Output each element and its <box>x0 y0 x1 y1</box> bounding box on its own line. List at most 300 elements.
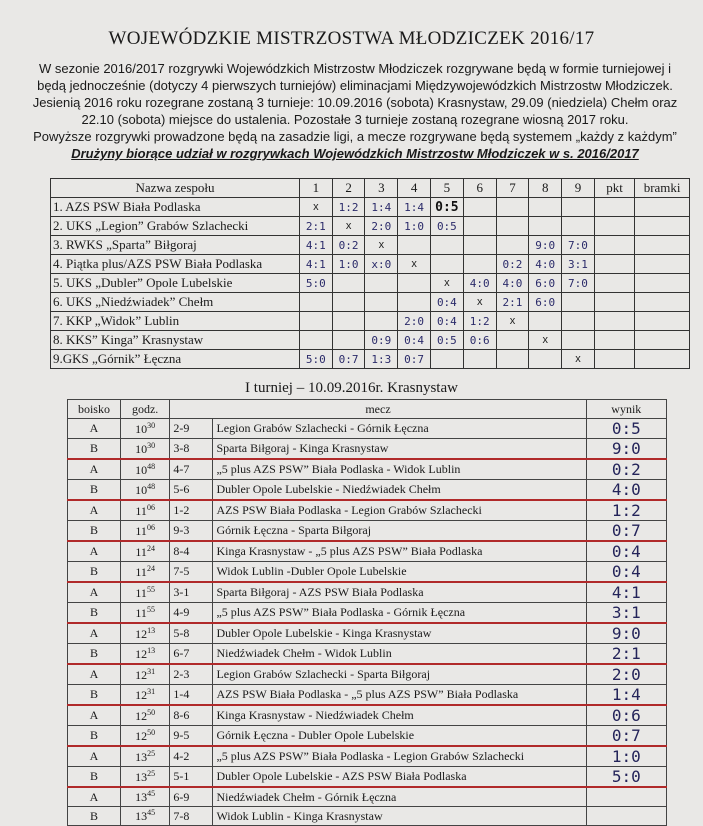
time-minute: 25 <box>147 768 156 778</box>
score-cell: 1:2 <box>586 500 666 521</box>
result-cell <box>398 293 431 312</box>
result-cell: x <box>430 274 463 293</box>
court-cell: A <box>68 705 121 726</box>
pairing-code: 4-7 <box>170 459 213 480</box>
pkt-header: pkt <box>594 179 634 198</box>
intro-line: Powyższe rozgrywki prowadzone będą na zasadzie ligi, a mecze rozgrywane będą systemem „każdy z każdym” <box>33 129 677 144</box>
result-cell: x <box>398 255 431 274</box>
pairing-code: 2-9 <box>170 419 213 439</box>
col-header: 7 <box>496 179 529 198</box>
result-cell: 0:4 <box>398 331 431 350</box>
time-hour: 11 <box>135 564 147 579</box>
godz-header: godz. <box>120 400 170 419</box>
court-cell: B <box>68 807 121 826</box>
result-cell: x <box>332 217 365 236</box>
result-cell: 0:5 <box>430 217 463 236</box>
time-hour: 13 <box>135 769 148 784</box>
result-cell <box>332 331 365 350</box>
result-cell: x <box>562 350 595 369</box>
col-header: 5 <box>430 179 463 198</box>
result-cell: x <box>529 331 562 350</box>
court-cell: B <box>68 480 121 501</box>
team-name: 1. AZS PSW Biała Podlaska <box>51 198 300 217</box>
time-minute: 48 <box>147 481 156 491</box>
col-header: 4 <box>398 179 431 198</box>
result-cell <box>299 331 332 350</box>
result-cell <box>463 255 496 274</box>
time-hour: 12 <box>135 626 148 641</box>
goals-cell <box>635 198 690 217</box>
schedule-row <box>68 767 667 788</box>
col-header: 9 <box>562 179 595 198</box>
time-hour: 10 <box>135 482 148 497</box>
time-cell <box>120 807 170 826</box>
result-cell <box>299 293 332 312</box>
result-cell: 2:1 <box>299 217 332 236</box>
result-cell <box>463 236 496 255</box>
result-cell: 4:0 <box>529 255 562 274</box>
pairing-code: 7-5 <box>170 562 213 583</box>
match-cell: Kinga Krasnystaw - Niedźwiadek Chełm <box>213 705 586 726</box>
time-hour: 11 <box>135 503 147 518</box>
result-cell <box>562 217 595 236</box>
time-minute: 30 <box>147 440 156 450</box>
result-cell <box>332 274 365 293</box>
time-minute: 45 <box>147 808 156 817</box>
result-cell: x <box>299 198 332 217</box>
result-cell <box>430 255 463 274</box>
schedule-row <box>68 439 667 460</box>
time-cell <box>120 582 170 603</box>
result-cell: 4:0 <box>463 274 496 293</box>
time-cell <box>120 787 170 807</box>
time-minute: 06 <box>146 522 155 532</box>
points-cell <box>594 350 634 369</box>
goals-cell <box>635 236 690 255</box>
col-header: 3 <box>365 179 398 198</box>
result-cell: 0:5 <box>430 198 463 217</box>
court-cell: A <box>68 664 121 685</box>
court-cell: B <box>68 726 121 747</box>
schedule-row <box>68 582 667 603</box>
pairing-code: 6-7 <box>170 644 213 665</box>
time-cell <box>120 439 170 460</box>
schedule-row <box>68 807 667 826</box>
result-cell: x <box>365 236 398 255</box>
intro-text <box>30 60 680 162</box>
pairing-code: 9-5 <box>170 726 213 747</box>
result-cell <box>562 331 595 350</box>
schedule-row <box>68 685 667 706</box>
result-cell <box>332 293 365 312</box>
result-cell: x:0 <box>365 255 398 274</box>
points-cell <box>594 331 634 350</box>
match-cell: AZS PSW Biała Podlaska - „5 plus AZS PSW” Biała Podlaska <box>213 685 586 706</box>
score-cell: 0:7 <box>586 726 666 747</box>
pairing-code: 7-8 <box>170 807 213 826</box>
time-hour: 12 <box>135 667 148 682</box>
time-cell <box>120 767 170 788</box>
time-minute: 45 <box>147 789 156 798</box>
court-cell: A <box>68 419 121 439</box>
standings-row <box>51 350 690 369</box>
result-cell: 0:9 <box>365 331 398 350</box>
result-cell: 6:0 <box>529 274 562 293</box>
court-cell: A <box>68 500 121 521</box>
match-cell: Dubler Opole Lubelskie - Niedźwiadek Chełm <box>213 480 586 501</box>
result-cell: 4:0 <box>496 274 529 293</box>
standings-row <box>51 255 690 274</box>
result-cell: 0:2 <box>332 236 365 255</box>
time-cell <box>120 685 170 706</box>
time-cell <box>120 500 170 521</box>
time-minute: 24 <box>146 563 155 573</box>
result-cell: x <box>496 312 529 331</box>
match-cell: „5 plus AZS PSW” Biała Podlaska - Widok Lublin <box>213 459 586 480</box>
result-cell: 5:0 <box>299 350 332 369</box>
points-cell <box>594 293 634 312</box>
pairing-code: 1-4 <box>170 685 213 706</box>
goals-cell <box>635 350 690 369</box>
result-cell <box>562 293 595 312</box>
intro-line: W sezonie 2016/2017 rozgrywki Wojewódzkich Mistrzostw Młodziczek rozgrywane będą w formie turniejowej i <box>39 61 671 76</box>
result-cell <box>529 198 562 217</box>
time-cell <box>120 480 170 501</box>
result-cell <box>463 217 496 236</box>
team-name: 4. Piątka plus/AZS PSW Biała Podlaska <box>51 255 300 274</box>
standings-row <box>51 198 690 217</box>
result-cell: 1:4 <box>398 198 431 217</box>
standings-header-row <box>51 179 690 198</box>
result-cell: 0:7 <box>398 350 431 369</box>
result-cell <box>430 236 463 255</box>
score-cell: 9:0 <box>586 623 666 644</box>
points-cell <box>594 198 634 217</box>
result-cell: 1:0 <box>398 217 431 236</box>
time-hour: 10 <box>135 421 148 436</box>
standings-row <box>51 217 690 236</box>
result-cell: 2:1 <box>496 293 529 312</box>
result-cell <box>398 236 431 255</box>
time-minute: 50 <box>147 707 156 717</box>
result-cell <box>496 331 529 350</box>
goals-cell <box>635 331 690 350</box>
schedule-row <box>68 726 667 747</box>
result-cell <box>562 198 595 217</box>
match-cell: Sparta Biłgoraj - AZS PSW Biała Podlaska <box>213 582 586 603</box>
result-cell: 1:4 <box>365 198 398 217</box>
schedule-row <box>68 500 667 521</box>
match-cell: Widok Lublin -Dubler Opole Lubelskie <box>213 562 586 583</box>
result-cell <box>365 312 398 331</box>
points-cell <box>594 217 634 236</box>
team-name: 9.GKS „Górnik” Łęczna <box>51 350 300 369</box>
result-cell: 6:0 <box>529 293 562 312</box>
court-cell: A <box>68 459 121 480</box>
result-cell <box>463 350 496 369</box>
time-cell <box>120 541 170 562</box>
col-header: 6 <box>463 179 496 198</box>
bramki-header: bramki <box>635 179 690 198</box>
team-name: 5. UKS „Dubler” Opole Lubelskie <box>51 274 300 293</box>
result-cell <box>529 350 562 369</box>
pairing-code: 8-6 <box>170 705 213 726</box>
time-minute: 55 <box>146 584 155 594</box>
court-cell: A <box>68 582 121 603</box>
result-cell: 1:0 <box>332 255 365 274</box>
time-cell <box>120 623 170 644</box>
match-cell: Niedźwiadek Chełm - Górnik Łęczna <box>213 787 586 807</box>
result-cell: 0:2 <box>496 255 529 274</box>
match-cell: Sparta Biłgoraj - Kinga Krasnystaw <box>213 439 586 460</box>
schedule-row <box>68 562 667 583</box>
schedule-row <box>68 603 667 624</box>
result-cell: 0:4 <box>430 293 463 312</box>
intro-line: 22.10 (sobota) miejsce do ustalenia. Pozostałe 3 turnieje zostaną rozegrane wiosną 2017 roku. <box>81 112 629 127</box>
match-cell: AZS PSW Biała Podlaska - Legion Grabów Szlachecki <box>213 500 586 521</box>
team-name: 7. KKP „Widok” Lublin <box>51 312 300 331</box>
score-cell: 0:6 <box>586 705 666 726</box>
result-cell <box>365 293 398 312</box>
score-cell: 1:0 <box>586 746 666 767</box>
time-minute: 24 <box>146 543 155 553</box>
time-hour: 10 <box>135 441 148 456</box>
result-cell: 7:0 <box>562 274 595 293</box>
standings-row <box>51 293 690 312</box>
time-minute: 31 <box>147 686 156 696</box>
court-cell: B <box>68 562 121 583</box>
result-cell <box>398 274 431 293</box>
standings-row <box>51 274 690 293</box>
col-header: 2 <box>332 179 365 198</box>
team-name: 8. KKS” Kinga” Krasnystaw <box>51 331 300 350</box>
score-cell: 0:2 <box>586 459 666 480</box>
team-name: 2. UKS „Legion” Grabów Szlachecki <box>51 217 300 236</box>
goals-cell <box>635 312 690 331</box>
points-cell <box>594 255 634 274</box>
score-cell: 9:0 <box>586 439 666 460</box>
court-cell: B <box>68 521 121 542</box>
match-cell: „5 plus AZS PSW” Biała Podlaska - Górnik Łęczna <box>213 603 586 624</box>
score-cell: 0:5 <box>586 419 666 439</box>
time-cell <box>120 603 170 624</box>
time-minute: 50 <box>147 727 156 737</box>
result-cell: 4:1 <box>299 255 332 274</box>
time-hour: 12 <box>135 708 148 723</box>
match-cell: Widok Lublin - Kinga Krasnystaw <box>213 807 586 826</box>
result-cell: 2:0 <box>365 217 398 236</box>
result-cell <box>299 312 332 331</box>
schedule-row <box>68 664 667 685</box>
pairing-code: 3-8 <box>170 439 213 460</box>
court-cell: A <box>68 746 121 767</box>
score-cell: 0:4 <box>586 541 666 562</box>
score-cell: 4:0 <box>586 480 666 501</box>
schedule-header-row <box>68 400 667 419</box>
result-cell <box>430 350 463 369</box>
intro-bold-line: Drużyny biorące udział w rozgrywkach Wojewódzkich Mistrzostw Młodziczek w s. 2016/2017 <box>71 146 639 161</box>
document-title: WOJEWÓDZKIE MISTRZOSTWA MŁODZICZEK 2016/17 <box>108 28 595 49</box>
score-cell: 2:0 <box>586 664 666 685</box>
standings-row <box>51 312 690 331</box>
time-cell <box>120 419 170 439</box>
pairing-code: 5-8 <box>170 623 213 644</box>
col-header: 1 <box>299 179 332 198</box>
schedule-row <box>68 787 667 807</box>
points-cell <box>594 236 634 255</box>
match-cell: Legion Grabów Szlachecki - Sparta Biłgoraj <box>213 664 586 685</box>
time-hour: 11 <box>135 544 147 559</box>
match-cell: „5 plus AZS PSW” Biała Podlaska - Legion Grabów Szlachecki <box>213 746 586 767</box>
time-hour: 11 <box>135 523 147 538</box>
result-cell: 0:4 <box>430 312 463 331</box>
team-name-header: Nazwa zespołu <box>51 179 300 198</box>
court-cell: B <box>68 767 121 788</box>
result-cell <box>463 198 496 217</box>
pairing-code: 6-9 <box>170 787 213 807</box>
goals-cell <box>635 255 690 274</box>
points-cell <box>594 274 634 293</box>
standings-row <box>51 331 690 350</box>
court-cell: A <box>68 541 121 562</box>
result-cell: 1:2 <box>463 312 496 331</box>
pairing-code: 3-1 <box>170 582 213 603</box>
score-cell: 2:1 <box>586 644 666 665</box>
schedule-row <box>68 746 667 767</box>
schedule-row <box>68 705 667 726</box>
standings-row <box>51 236 690 255</box>
result-cell: 3:1 <box>562 255 595 274</box>
result-cell <box>496 236 529 255</box>
goals-cell <box>635 293 690 312</box>
intro-line: Jesienią 2016 roku rozegrane zostaną 3 turnieje: 10.09.2016 (sobota) Krasnystaw, 29.09 (niedziela) Chełm oraz <box>32 95 678 110</box>
score-cell: 0:7 <box>586 521 666 542</box>
schedule-row <box>68 541 667 562</box>
result-cell: 1:3 <box>365 350 398 369</box>
time-hour: 11 <box>135 605 147 620</box>
time-cell <box>120 521 170 542</box>
score-cell: 5:0 <box>586 767 666 788</box>
result-cell: 0:5 <box>430 331 463 350</box>
schedule-row <box>68 419 667 439</box>
score-cell: 1:4 <box>586 685 666 706</box>
match-cell: Górnik Łęczna - Sparta Biłgoraj <box>213 521 586 542</box>
time-hour: 10 <box>135 462 148 477</box>
time-minute: 13 <box>147 645 156 655</box>
col-header: 8 <box>529 179 562 198</box>
goals-cell <box>635 217 690 236</box>
score-cell: 4:1 <box>586 582 666 603</box>
time-minute: 31 <box>147 666 156 676</box>
result-cell <box>496 217 529 236</box>
time-hour: 13 <box>135 809 148 823</box>
time-hour: 12 <box>135 687 148 702</box>
result-cell: 7:0 <box>562 236 595 255</box>
team-name: 3. RWKS „Sparta” Biłgoraj <box>51 236 300 255</box>
intro-line: będą jednocześnie (dotyczy 4 pierwszych turniejów) eliminacjami Międzywojewódzkich Mistrzostw Młodziczek. <box>37 78 673 93</box>
schedule-table <box>67 399 667 826</box>
result-cell: x <box>463 293 496 312</box>
time-hour: 13 <box>135 749 148 764</box>
time-cell <box>120 459 170 480</box>
score-cell <box>586 807 666 826</box>
result-cell: 1:2 <box>332 198 365 217</box>
result-cell: 2:0 <box>398 312 431 331</box>
time-minute: 48 <box>147 461 156 471</box>
match-cell: Kinga Krasnystaw - „5 plus AZS PSW” Biała Podlaska <box>213 541 586 562</box>
court-cell: B <box>68 685 121 706</box>
time-minute: 06 <box>146 502 155 512</box>
schedule-row <box>68 623 667 644</box>
pairing-code: 1-2 <box>170 500 213 521</box>
pairing-code: 8-4 <box>170 541 213 562</box>
court-cell: A <box>68 787 121 807</box>
pairing-code: 2-3 <box>170 664 213 685</box>
mecz-header: mecz <box>170 400 586 419</box>
court-cell: B <box>68 439 121 460</box>
court-cell: A <box>68 623 121 644</box>
score-cell <box>586 787 666 807</box>
time-cell <box>120 726 170 747</box>
time-minute: 13 <box>147 625 156 635</box>
time-cell <box>120 664 170 685</box>
court-cell: B <box>68 603 121 624</box>
time-minute: 30 <box>147 420 156 430</box>
pairing-code: 4-2 <box>170 746 213 767</box>
result-cell: 4:1 <box>299 236 332 255</box>
match-cell: Legion Grabów Szlachecki - Górnik Łęczna <box>213 419 586 439</box>
time-hour: 13 <box>135 790 148 804</box>
result-cell <box>332 312 365 331</box>
match-cell: Dubler Opole Lubelskie - Kinga Krasnystaw <box>213 623 586 644</box>
match-cell: Dubler Opole Lubelskie - AZS PSW Biała Podlaska <box>213 767 586 788</box>
result-cell <box>365 274 398 293</box>
tournament-subtitle: I turniej – 10.09.2016r. Krasnystaw <box>245 380 458 396</box>
time-hour: 11 <box>135 585 147 600</box>
points-cell <box>594 312 634 331</box>
time-cell <box>120 644 170 665</box>
time-cell <box>120 705 170 726</box>
boisko-header: boisko <box>68 400 121 419</box>
match-cell: Niedźwiadek Chełm - Widok Lublin <box>213 644 586 665</box>
result-cell: 9:0 <box>529 236 562 255</box>
time-cell <box>120 746 170 767</box>
result-cell <box>562 312 595 331</box>
time-minute: 55 <box>146 604 155 614</box>
result-cell <box>529 312 562 331</box>
court-cell: B <box>68 644 121 665</box>
time-cell <box>120 562 170 583</box>
schedule-row <box>68 644 667 665</box>
score-cell: 0:4 <box>586 562 666 583</box>
result-cell <box>496 198 529 217</box>
pairing-code: 9-3 <box>170 521 213 542</box>
pairing-code: 5-1 <box>170 767 213 788</box>
time-hour: 12 <box>135 728 148 743</box>
schedule-row <box>68 521 667 542</box>
time-minute: 25 <box>147 748 156 758</box>
result-cell <box>496 350 529 369</box>
result-cell: 0:7 <box>332 350 365 369</box>
schedule-row <box>68 459 667 480</box>
result-cell: 0:6 <box>463 331 496 350</box>
wynik-header: wynik <box>586 400 666 419</box>
pairing-code: 4-9 <box>170 603 213 624</box>
goals-cell <box>635 274 690 293</box>
result-cell: 5:0 <box>299 274 332 293</box>
time-hour: 12 <box>135 646 148 661</box>
pairing-code: 5-6 <box>170 480 213 501</box>
